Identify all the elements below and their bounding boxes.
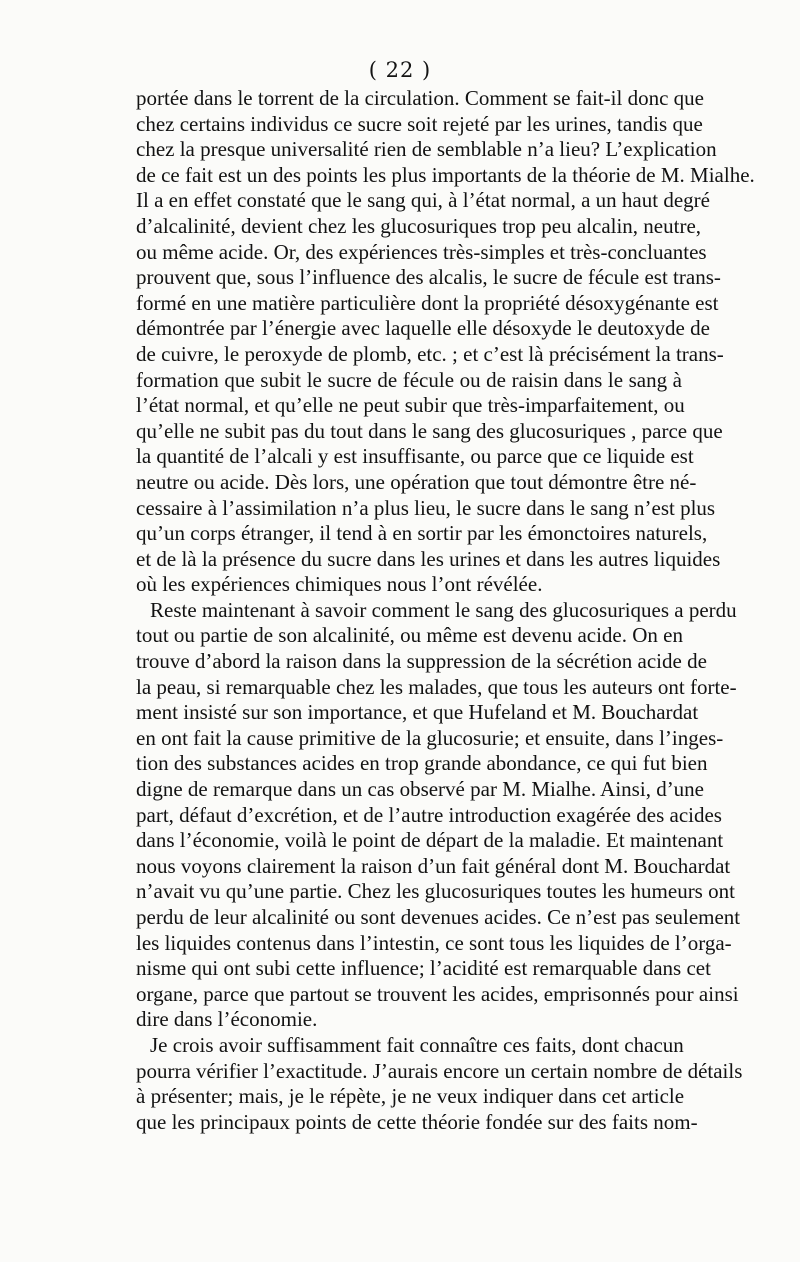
text-line: tion des substances acides en trop grande abondance, ce qui fut bien <box>136 751 708 776</box>
text-line: de cuivre, le peroxyde de plomb, etc. ; et c’est là précisément la trans- <box>136 341 724 366</box>
text-line: chez la presque universalité rien de semblable n’a lieu? L’explication <box>136 137 717 162</box>
text-line: Je crois avoir suffisamment fait connaître ces faits, dont chacun <box>150 1032 684 1057</box>
text-line: digne de remarque dans un cas observé par M. Mialhe. Ainsi, d’une <box>136 777 705 802</box>
text-line: part, défaut d’excrétion, et de l’autre introduction exagérée des acides <box>136 802 722 827</box>
text-line: formé en une matière particulière dont la propriété désoxygénante est <box>136 290 719 315</box>
text-line: les liquides contenus dans l’intestin, ce sont tous les liquides de l’orga- <box>136 930 732 955</box>
text-line: perdu de leur alcalinité ou sont devenues acides. Ce n’est pas seulement <box>136 905 741 929</box>
text-line: nisme qui ont subi cette influence; l’acidité est remarquable dans cet <box>136 956 711 981</box>
text-line: de ce fait est un des points les plus importants de la théorie de M. Mialhe. <box>136 162 755 187</box>
text-line: la peau, si remarquable chez les malades, que tous les auteurs ont forte- <box>136 674 737 699</box>
text-line: dire dans l’économie. <box>136 1007 318 1032</box>
text-line: qu’elle ne subit pas du tout dans le sang des glucosuriques , parce que <box>136 418 723 443</box>
text-line: qu’un corps étranger, il tend à en sortir par les émonctoires naturels, <box>136 521 708 546</box>
text-line: où les expériences chimiques nous l’ont révélée. <box>136 572 543 597</box>
text-line: Reste maintenant à savoir comment le sang des glucosuriques a perdu <box>150 597 737 622</box>
text-line: portée dans le torrent de la circulation. Comment se fait-il donc que <box>136 86 704 110</box>
page-number: ( 22 ) <box>368 58 432 82</box>
paragraph <box>136 597 741 1033</box>
text-line: l’état normal, et qu’elle ne peut subir que très-imparfaitement, ou <box>136 393 685 418</box>
text-line: nous voyons clairement la raison d’un fait général dont M. Bouchardat <box>136 853 731 878</box>
text-line: d’alcalinité, devient chez les glucosuriques trop peu alcalin, neutre, <box>136 213 702 238</box>
text-line: chez certains individus ce sucre soit rejeté par les urines, tandis que <box>136 111 703 136</box>
text-line: n’avait vu qu’une partie. Chez les glucosuriques toutes les humeurs ont <box>136 879 735 904</box>
text-line: et de là la présence du sucre dans les urines et dans les autres liquides <box>136 546 721 571</box>
text-line: neutre ou acide. Dès lors, une opération que tout démontre être né- <box>136 469 697 494</box>
text-line: tout ou partie de son alcalinité, ou même est devenu acide. On en <box>136 623 683 648</box>
text-line: dans l’économie, voilà le point de départ de la maladie. Et maintenant <box>136 828 724 853</box>
body-text <box>136 86 755 1135</box>
text-line: ment insisté sur son importance, et que Hufeland et M. Bouchardat <box>136 700 699 725</box>
text-line: pourra vérifier l’exactitude. J’aurais encore un certain nombre de détails <box>136 1058 743 1083</box>
text-line: formation que subit le sucre de fécule ou de raisin dans le sang à <box>136 367 682 392</box>
text-line: prouvent que, sous l’influence des alcalis, le sucre de fécule est trans- <box>136 265 721 290</box>
text-line: Il a en effet constaté que le sang qui, à l’état normal, a un haut degré <box>136 188 710 213</box>
text-line: en ont fait la cause primitive de la glucosurie; et ensuite, dans l’inges- <box>136 725 724 750</box>
text-line: à présenter; mais, je le répète, je ne veux indiquer dans cet article <box>136 1084 685 1109</box>
paragraph <box>136 86 755 598</box>
text-line: que les principaux points de cette théorie fondée sur des faits nom- <box>136 1109 698 1134</box>
text-line: démontrée par l’énergie avec laquelle elle désoxyde le deutoxyde de <box>136 316 710 341</box>
text-line: trouve d’abord la raison dans la suppression de la sécrétion acide de <box>136 649 707 674</box>
text-line: organe, parce que partout se trouvent les acides, emprisonnés pour ainsi <box>136 981 739 1006</box>
text-line: cessaire à l’assimilation n’a plus lieu, le sucre dans le sang n’est plus <box>136 495 716 520</box>
text-line: ou même acide. Or, des expériences très-simples et très-concluantes <box>136 239 707 264</box>
paragraph <box>136 1032 743 1135</box>
text-line: la quantité de l’alcali y est insuffisante, ou parce que ce liquide est <box>136 444 694 469</box>
